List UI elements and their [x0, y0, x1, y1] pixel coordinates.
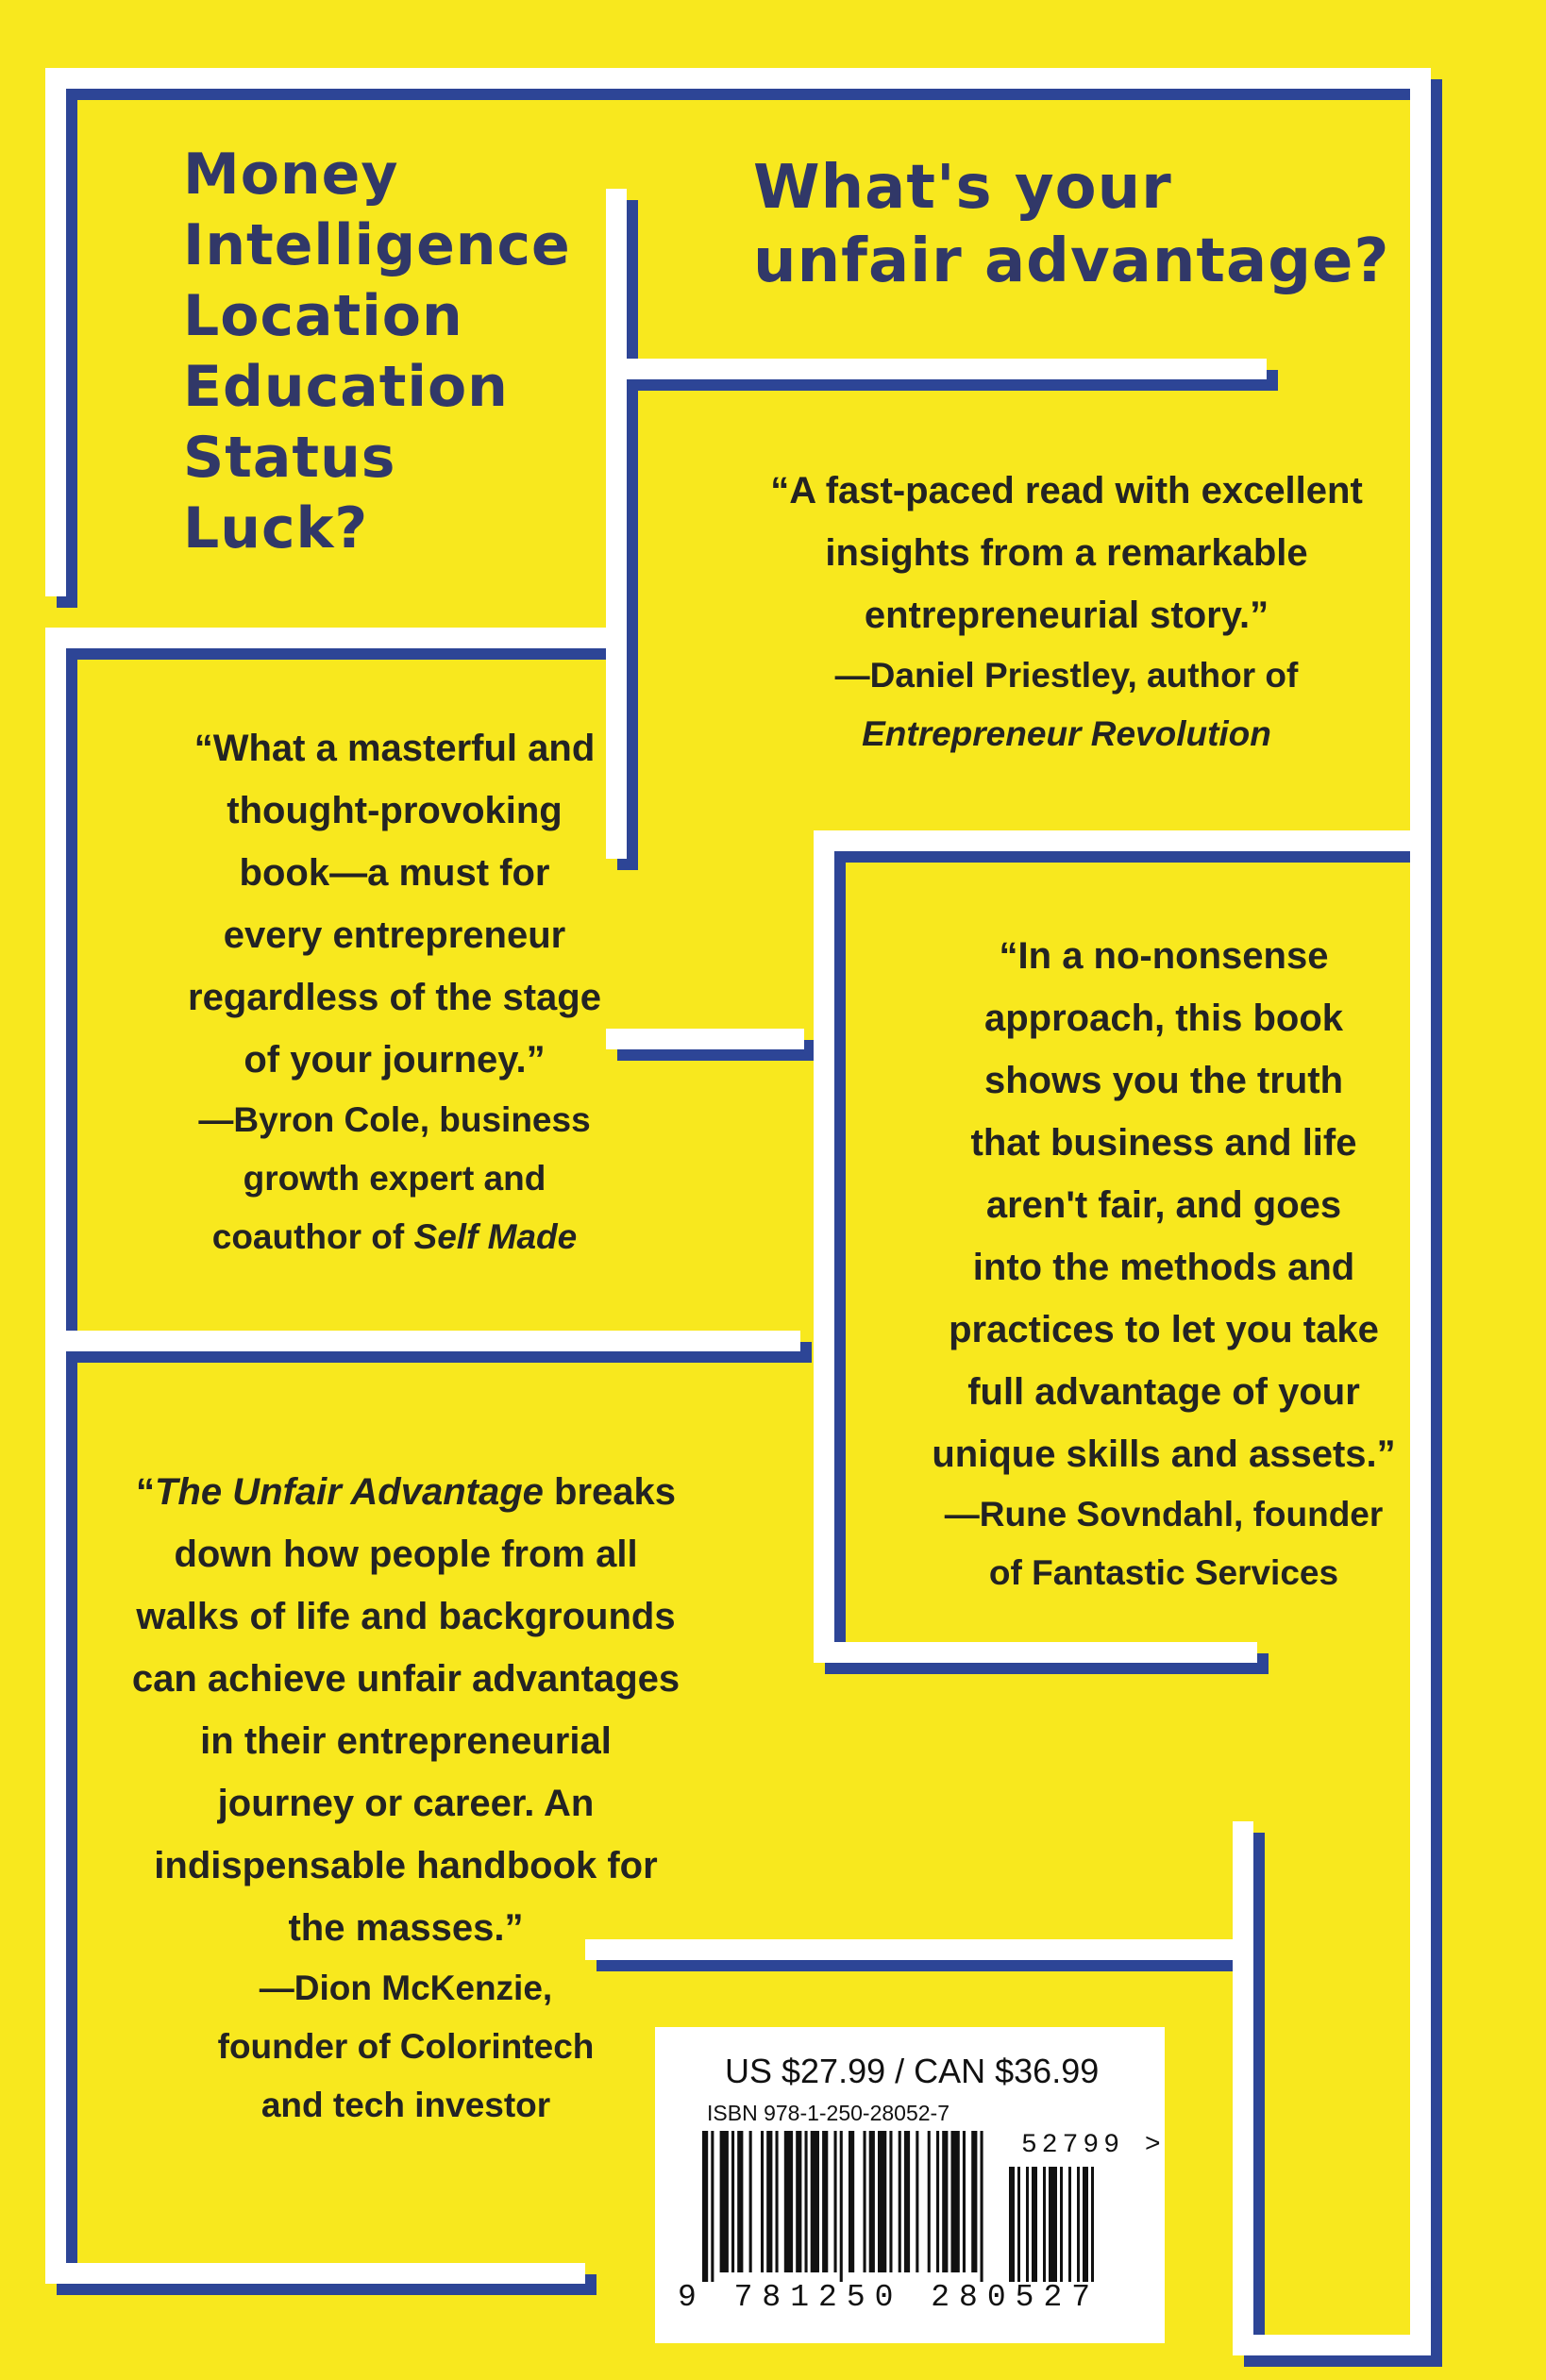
open-quote-mark: “: [135, 1471, 155, 1513]
barcode-addon-bar: [1077, 2167, 1080, 2282]
barcode-bar: [784, 2131, 793, 2272]
quote-line: “A fast-paced read with excellent: [770, 470, 1363, 511]
attribution: —Daniel Priestley, author of: [834, 656, 1299, 695]
barcode-ean-number: 9 781250 280527: [678, 2280, 1101, 2315]
quote-line: walks of life and backgrounds: [136, 1596, 676, 1637]
word-education: Education: [183, 354, 509, 420]
barcode-addon-number: 52799 >: [1021, 2131, 1166, 2160]
barcode-bar: [776, 2131, 779, 2272]
book-title: The Unfair Advantage: [154, 1471, 544, 1513]
barcode-bar: [720, 2131, 729, 2272]
maze-wall: [45, 1331, 66, 2284]
barcode-bar: [981, 2131, 983, 2282]
barcode-bar: [731, 2131, 734, 2272]
maze-wall: [45, 68, 66, 596]
price-text: US $27.99 / CAN $36.99: [725, 2052, 1100, 2090]
barcode-bar: [936, 2131, 939, 2272]
barcode-bar: [889, 2131, 892, 2272]
word-luck: Luck?: [183, 495, 369, 561]
barcode-bar: [737, 2131, 743, 2272]
maze-wall: [814, 830, 834, 1651]
quote-line: aren't fair, and goes: [985, 1184, 1342, 1226]
quote-line: entrepreneurial story.”: [864, 595, 1269, 636]
barcode-addon-bar: [1026, 2167, 1029, 2282]
quote-line: approach, this book: [983, 997, 1344, 1039]
quote-line: “In a no-nonsense: [999, 935, 1329, 977]
isbn-text: ISBN 978-1-250-28052-7: [707, 2101, 949, 2125]
barcode-bar: [840, 2131, 843, 2282]
barcode-bar: [928, 2131, 931, 2272]
quote-line: full advantage of your: [967, 1371, 1360, 1413]
quote-line: journey or career. An: [217, 1783, 595, 1824]
barcode-addon-bar: [1049, 2167, 1057, 2282]
quote-line: can achieve unfair advantages: [131, 1658, 681, 1700]
blurb-mckenzie: [94, 1461, 717, 2135]
quote-line: of your journey.”: [244, 1039, 546, 1081]
word-money: Money: [183, 142, 399, 208]
book-title: Self Made: [413, 1217, 578, 1256]
quote-line: book—a must for: [239, 852, 550, 894]
quote-line: indispensable handbook for: [154, 1845, 658, 1886]
barcode-bar: [951, 2131, 960, 2272]
maze-wall: [1233, 2335, 1431, 2355]
barcode-label: [655, 2027, 1165, 2343]
barcode-bar: [761, 2131, 764, 2272]
headline-line-1: What's your: [753, 153, 1172, 223]
quote-line: into the methods and: [972, 1247, 1355, 1288]
word-location: Location: [183, 283, 463, 349]
barcode-bar: [796, 2131, 801, 2272]
barcode-bar: [864, 2131, 866, 2272]
barcode-bar: [702, 2131, 708, 2282]
quote-line: practices to let you take: [949, 1309, 1379, 1350]
maze-wall: [814, 830, 1427, 851]
blurb-cole: [102, 717, 687, 1266]
maze-wall: [45, 628, 621, 648]
headline-line-2: unfair advantage?: [753, 226, 1390, 296]
headline: [753, 151, 1390, 298]
barcode-addon-bar: [1068, 2167, 1071, 2282]
quote-line: regardless of the stage: [188, 977, 601, 1018]
barcode-bar: [916, 2131, 918, 2272]
barcode-bar: [878, 2131, 886, 2272]
barcode-addon-bar: [1032, 2167, 1037, 2282]
book-title: Entrepreneur Revolution: [862, 714, 1271, 753]
blurb-sovndahl: [857, 925, 1470, 1602]
quote-line: thought-provoking: [227, 790, 563, 831]
maze-wall: [814, 1642, 1257, 1663]
barcode-addon-bar: [1083, 2167, 1088, 2282]
quote-line: “What a masterful and: [193, 728, 596, 769]
attribution: coauthor of: [211, 1217, 414, 1256]
quote-line: the masses.”: [288, 1907, 524, 1949]
barcode-bar: [834, 2131, 837, 2272]
barcode-addon-bar: [1060, 2167, 1063, 2282]
barcode-bar: [899, 2131, 901, 2272]
barcode-addon-bar: [1017, 2167, 1020, 2282]
barcode-addon-bar: [1091, 2167, 1094, 2282]
quote-line: every entrepreneur: [223, 914, 566, 956]
quote-line: unique skills and assets.”: [932, 1433, 1396, 1475]
attribution: —Rune Sovndahl, founder: [944, 1495, 1384, 1534]
barcode-addon-bar: [1009, 2167, 1015, 2282]
maze-wall: [1233, 1821, 1253, 2350]
word-status: Status: [183, 425, 396, 491]
maze-wall: [45, 2263, 585, 2284]
attribution: of Fantastic Services: [988, 1553, 1339, 1592]
advantage-word-list: [183, 140, 571, 564]
barcode-bar: [749, 2131, 752, 2272]
barcode-bar: [942, 2131, 948, 2272]
quote-line: that business and life: [970, 1122, 1357, 1164]
attribution: and tech investor: [260, 2086, 551, 2124]
maze-wall: [45, 628, 66, 1331]
attribution: growth expert and: [243, 1159, 546, 1198]
barcode-bar: [766, 2131, 772, 2272]
attribution: founder of Colorintech: [217, 2027, 595, 2066]
blurb-priestley: [661, 460, 1472, 763]
barcode-bar: [811, 2131, 819, 2272]
word-intelligence: Intelligence: [183, 212, 571, 278]
quote-line: in their entrepreneurial: [200, 1720, 612, 1762]
barcode-bar: [971, 2131, 977, 2272]
maze-wall: [45, 1331, 800, 1351]
barcode-bar: [711, 2131, 714, 2282]
quote-line: insights from a remarkable: [825, 532, 1308, 574]
attribution: —Dion McKenzie,: [259, 1969, 553, 2007]
barcode-bar: [849, 2131, 854, 2272]
barcode-bar: [822, 2131, 828, 2272]
barcode-bar: [805, 2131, 808, 2272]
quote-line: breaks: [543, 1471, 677, 1513]
barcode-addon-bar: [1043, 2167, 1046, 2282]
attribution: —Byron Cole, business: [198, 1100, 591, 1139]
quote-line: shows you the truth: [984, 1060, 1343, 1101]
barcode-bar: [963, 2131, 966, 2272]
maze-wall: [45, 68, 1431, 89]
barcode-bar: [869, 2131, 875, 2272]
quote-line: down how people from all: [174, 1534, 638, 1575]
maze-wall: [606, 359, 1267, 379]
barcode-bar: [904, 2131, 910, 2272]
